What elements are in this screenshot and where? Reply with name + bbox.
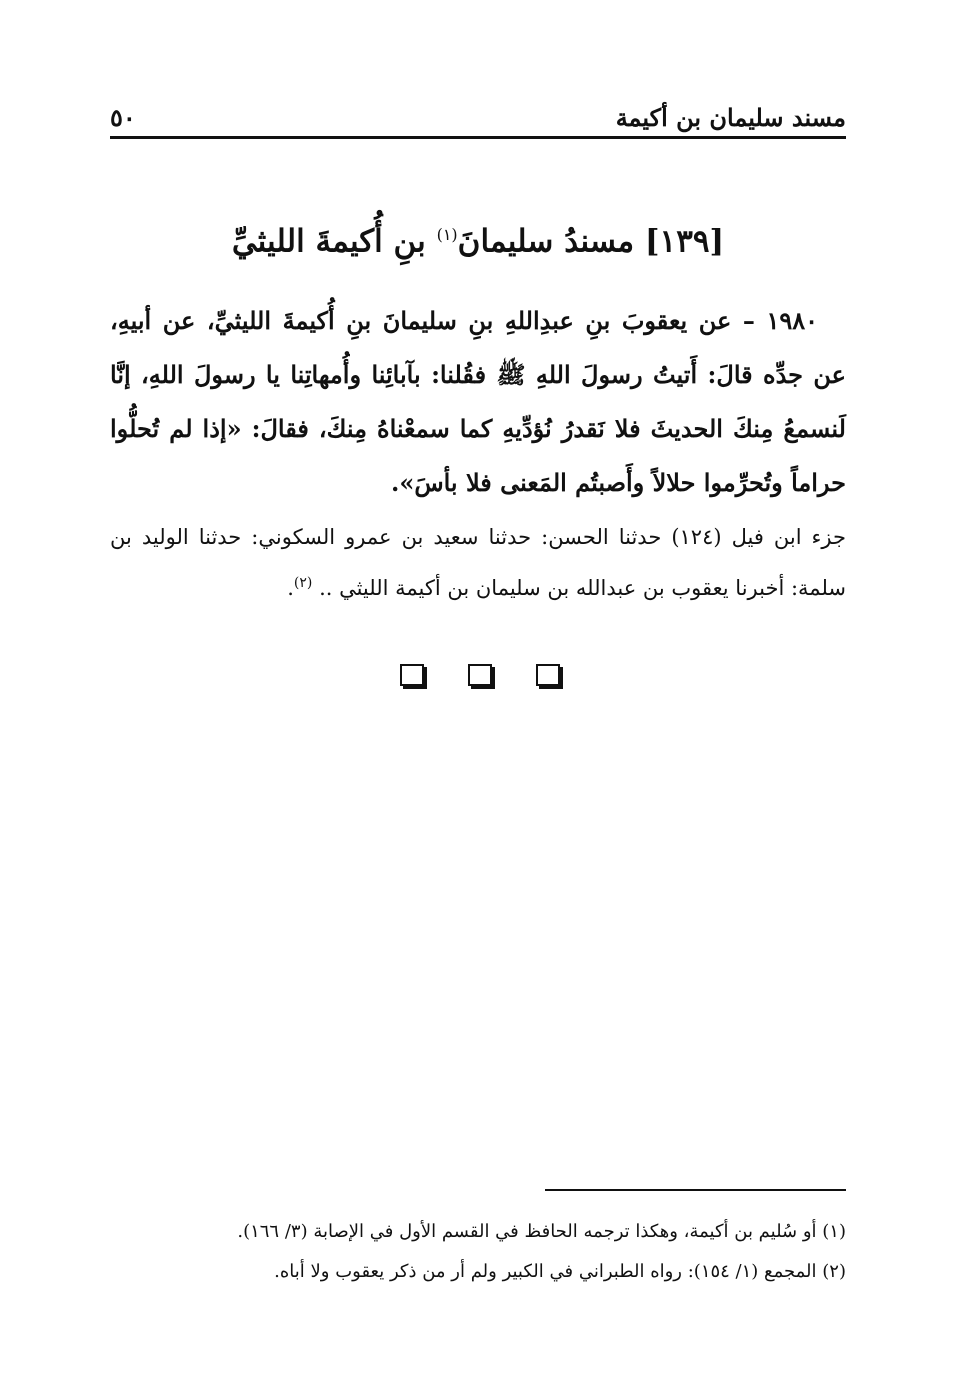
section-divider-ornament <box>400 664 560 686</box>
square-ornament-icon <box>468 664 492 686</box>
chapter-title-part1: مسندُ سليمانَ <box>457 223 635 260</box>
header-rule <box>110 136 846 139</box>
chapter-title-part2: بنِ أُكيمةَ الليثيِّ <box>231 223 426 260</box>
hadith-paragraph <box>110 294 846 510</box>
page-number: ٥٠ <box>110 103 136 132</box>
chapter-title <box>110 212 846 264</box>
chapter-footnote-ref: (١) <box>436 225 458 244</box>
footnote-2: (٢) المجمع (١/ ١٥٤): رواه الطبراني في الكبير ولم أر من ذكر يعقوب ولا أباه. <box>274 1261 846 1282</box>
square-ornament-icon <box>400 664 424 686</box>
source-footnote-ref: (٢) <box>293 575 313 591</box>
hadith-text: عن يعقوبَ بنِ عبدِاللهِ بنِ سليمانَ بنِ أُكيمةَ الليثيِّ، عن أبيهِ، عن جدِّه قالَ: أَتيتُ رسولَ اللهِ ﷺ فقُلنا: بآبائِنا وأُمهاتِنا يا رسولَ اللهِ، إنَّا لَنسمعُ مِنكَ الحديثَ فلا نَقدرُ نُؤدِّيهِ كما سمعْناهُ مِنكَ، فقالَ: «إذا لم تُحلُّوا حراماً وتُحرِّموا حلالاً وأَصبتُم المَعنى فلا بأسَ». <box>110 306 846 497</box>
square-ornament-icon <box>536 664 560 686</box>
hadith-number: ١٩٨٠ – <box>742 306 818 335</box>
source-end: . <box>287 576 294 600</box>
footnotes <box>110 1212 846 1292</box>
chapter-number: [١٣٩] <box>644 223 725 260</box>
footnote-1: (١) أو سُليم بن أكيمة، وهكذا ترجمه الحافظ في القسم الأول في الإصابة (٣/ ١٦٦). <box>237 1221 846 1242</box>
running-header <box>110 92 846 132</box>
source-text: جزء ابن فيل (١٢٤) حدثنا الحسن: حدثنا سعيد بن عمرو السكوني: حدثنا الوليد بن سلمة: أخبرنا يعقوب بن عبدالله بن سليمان بن أكيمة الليثي .. <box>110 525 847 600</box>
source-paragraph <box>110 514 846 611</box>
running-title: مسند سليمان بن أكيمة <box>615 103 846 132</box>
footnote-rule <box>545 1189 846 1191</box>
